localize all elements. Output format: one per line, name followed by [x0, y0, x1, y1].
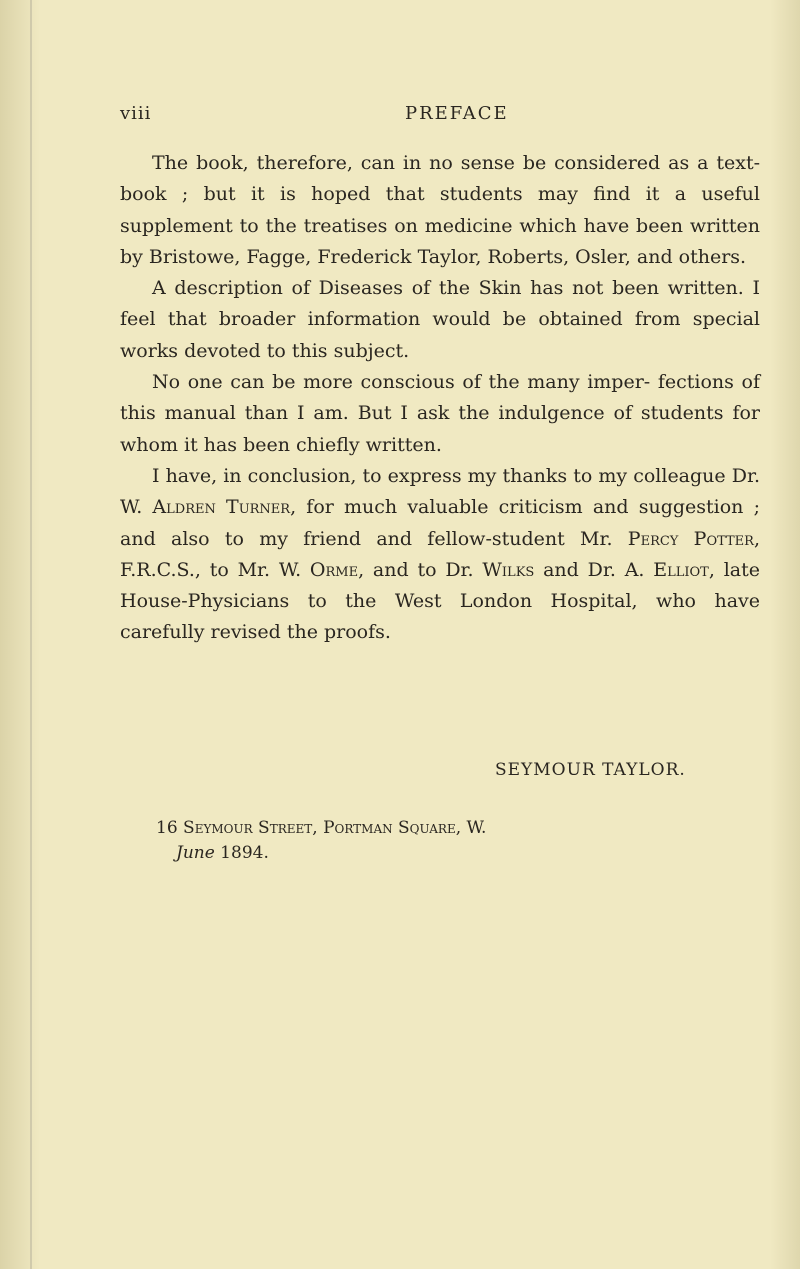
address-number: 16: [156, 818, 184, 838]
paragraph-2: A description of Diseases of the Skin has not been written. I feel that broader information would be obtained from special works devoted to this subject.: [120, 277, 760, 362]
date-month: June: [176, 843, 215, 863]
preface-date: [176, 843, 269, 863]
paragraph-4-text-2: , for much valuable criticism and suggestion ; and also to my friend and fellow-student Mr.: [120, 496, 760, 550]
author-signature: SEYMOUR TAYLOR.: [495, 760, 686, 780]
paragraph-1: The book, therefore, can in no sense be considered as a text-book ; but it is hoped that students may find it a useful supplement to the treatises on medicine which have been written by Bristowe, Fagge, Frederick Taylor, Roberts, Osler, and others.: [120, 152, 760, 268]
name-wilks: Wilks: [482, 558, 535, 581]
name-orme: Orme: [309, 558, 359, 581]
preface-body: [120, 148, 760, 649]
author-address: [156, 818, 486, 838]
running-header: [120, 103, 760, 133]
paragraph-4-text-6: , late House-Physicians to the West London Hospital, who have carefully revised the proofs.: [120, 558, 760, 644]
paragraph-4-text-5: and Dr. A.: [534, 558, 654, 581]
paragraph-4-text-1: I have, in conclusion, to express my thanks to my colleague Dr. W.: [120, 464, 760, 519]
paragraph-3: No one can be more conscious of the many imper- fections of this manual than I am. But I ask the indulgence of students for whom it has been chiefly written.: [120, 371, 760, 456]
gutter-shadow: [30, 0, 32, 1269]
name-percy-potter: Percy Potter: [627, 527, 754, 550]
name-aldren-turner: Aldren Turner: [152, 496, 291, 519]
page-number: viii: [120, 103, 152, 124]
name-elliot: Elliot: [653, 558, 709, 581]
address-street: Seymour Street, Portman Square, W.: [183, 818, 487, 838]
paragraph-4-text-3: , F.R.C.S., to Mr. W.: [120, 527, 761, 581]
date-year: 1894.: [214, 843, 269, 863]
running-title: PREFACE: [405, 103, 509, 124]
paragraph-4-text-4: , and to Dr.: [358, 558, 483, 581]
paragraph-4: [120, 461, 760, 649]
